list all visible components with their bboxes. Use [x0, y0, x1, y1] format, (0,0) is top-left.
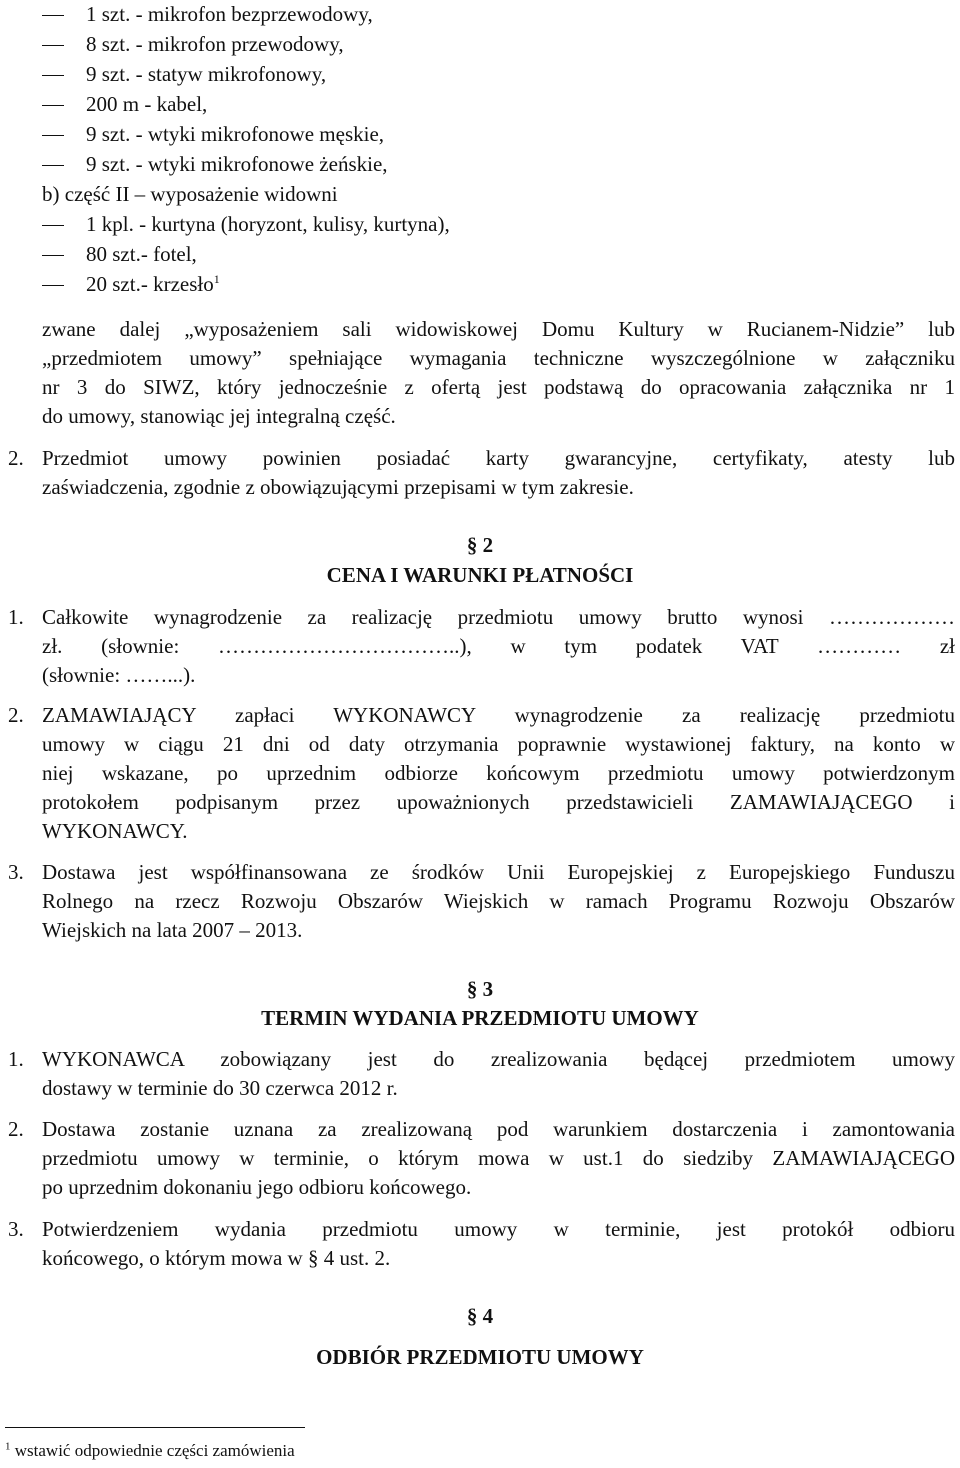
section-title: TERMIN WYDANIA PRZEDMIOTU UMOWY	[261, 1006, 699, 1030]
footnote-text: wstawić odpowiednie części zamówienia	[10, 1441, 295, 1460]
definition-line: do umowy, stanowiąc jej integralną część.	[42, 404, 396, 428]
dash-bullet-icon	[42, 255, 64, 256]
footnote	[5, 1440, 295, 1462]
paragraph-line: (słownie: ……...).	[42, 663, 196, 687]
dash-bullet-icon	[42, 15, 64, 16]
dash-bullet-icon	[42, 165, 64, 166]
dash-bullet-icon	[42, 105, 64, 106]
section-number: § 3	[466, 977, 494, 1001]
paragraph-number: 2.	[8, 703, 24, 727]
list-item: 1 szt. - mikrofon bezprzewodowy,	[42, 1, 373, 27]
dash-bullet-icon	[42, 45, 64, 46]
list-item: 200 m - kabel,	[42, 91, 207, 117]
dash-bullet-icon	[42, 75, 64, 76]
list-item: 1 kpl. - kurtyna (horyzont, kulisy, kurtyna),	[42, 211, 450, 237]
list-item: 9 szt. - wtyki mikrofonowe męskie,	[42, 121, 384, 147]
paragraph-line: niej wskazane, po uprzednim odbiorze końcowym przedmiotu umowy potwierdzonym	[42, 761, 955, 785]
definition-line: „przedmiotem umowy” spełniające wymagania techniczne wyszczególnione w załączniku	[42, 346, 955, 370]
paragraph-line: przedmiotu umowy w terminie, o którym mowa w ust.1 do siedziby ZAMAWIAJĄCEGO	[42, 1146, 955, 1170]
definition-line: nr 3 do SIWZ, który jednocześnie z ofertą jest podstawą do opracowania załącznika nr 1	[42, 375, 955, 399]
list-item: 9 szt. - wtyki mikrofonowe żeńskie,	[42, 151, 388, 177]
footnote-marker: 1	[213, 272, 220, 286]
footnote-marker: 1	[5, 1440, 11, 1453]
paragraph-number: 1.	[8, 1047, 24, 1071]
dash-bullet-icon	[42, 285, 64, 286]
paragraph-line: Dostawa jest współfinansowana ze środków Unii Europejskiej z Europejskiego Funduszu	[42, 860, 955, 884]
paragraph-line: Potwierdzeniem wydania przedmiotu umowy w terminie, jest protokół odbioru	[42, 1217, 955, 1241]
paragraph-line: Przedmiot umowy powinien posiadać karty gwarancyjne, certyfikaty, atesty lub	[42, 446, 955, 470]
definition-line: zwane dalej „wyposażeniem sali widowiskowej Domu Kultury w Rucianem-Nidzie” lub	[42, 317, 955, 341]
paragraph-line: Dostawa zostanie uznana za zrealizowaną pod warunkiem dostarczenia i zamontowania	[42, 1117, 955, 1141]
paragraph-line: dostawy w terminie do 30 czerwca 2012 r.	[42, 1076, 398, 1100]
footnote-separator	[5, 1427, 305, 1428]
paragraph-number: 3.	[8, 860, 24, 884]
list-item: 8 szt. - mikrofon przewodowy,	[42, 31, 344, 57]
list-item: 9 szt. - statyw mikrofonowy,	[42, 61, 326, 87]
paragraph-line: zaświadczenia, zgodnie z obowiązującymi przepisami w tym zakresie.	[42, 475, 634, 499]
paragraph-number: 3.	[8, 1217, 24, 1241]
dash-bullet-icon	[42, 225, 64, 226]
paragraph-line: umowy w ciągu 21 dni od daty otrzymania poprawnie wystawionej faktury, na konto w	[42, 732, 955, 756]
paragraph-line: Wiejskich na lata 2007 – 2013.	[42, 918, 303, 942]
dash-bullet-icon	[42, 135, 64, 136]
paragraph-line: końcowego, o którym mowa w § 4 ust. 2.	[42, 1246, 391, 1270]
section-number: § 2	[466, 533, 494, 557]
paragraph-line: ZAMAWIAJĄCY zapłaci WYKONAWCY wynagrodzenie za realizację przedmiotu	[42, 703, 955, 727]
part2-heading: b) część II – wyposażenie widowni	[42, 182, 338, 206]
paragraph-line: WYKONAWCA zobowiązany jest do zrealizowania będącej przedmiotem umowy	[42, 1047, 955, 1071]
section-title: ODBIÓR PRZEDMIOTU UMOWY	[316, 1345, 644, 1369]
paragraph-line: Całkowite wynagrodzenie za realizację przedmiotu umowy brutto wynosi ………………	[42, 605, 955, 629]
section-title: CENA I WARUNKI PŁATNOŚCI	[326, 563, 634, 587]
list-item: 80 szt.- fotel,	[42, 241, 197, 267]
list-item: 20 szt.- krzesło$^1$	[42, 271, 220, 297]
paragraph-number: 1.	[8, 605, 24, 629]
paragraph-line: po uprzednim dokonaniu jego odbioru końcowego.	[42, 1175, 472, 1199]
paragraph-line: zł. (słownie: ……………………………..), w tym podatek VAT ………… zł	[42, 634, 955, 658]
paragraph-number: 2.	[8, 446, 24, 470]
paragraph-line: WYKONAWCY.	[42, 819, 188, 843]
paragraph-line: protokołem podpisanym przez upoważnionych przedstawicieli ZAMAWIAJĄCEGO i	[42, 790, 955, 814]
paragraph-line: Rolnego na rzecz Rozwoju Obszarów Wiejskich w ramach Programu Rozwoju Obszarów	[42, 889, 955, 913]
paragraph-number: 2.	[8, 1117, 24, 1141]
section-number: § 4	[466, 1304, 494, 1328]
